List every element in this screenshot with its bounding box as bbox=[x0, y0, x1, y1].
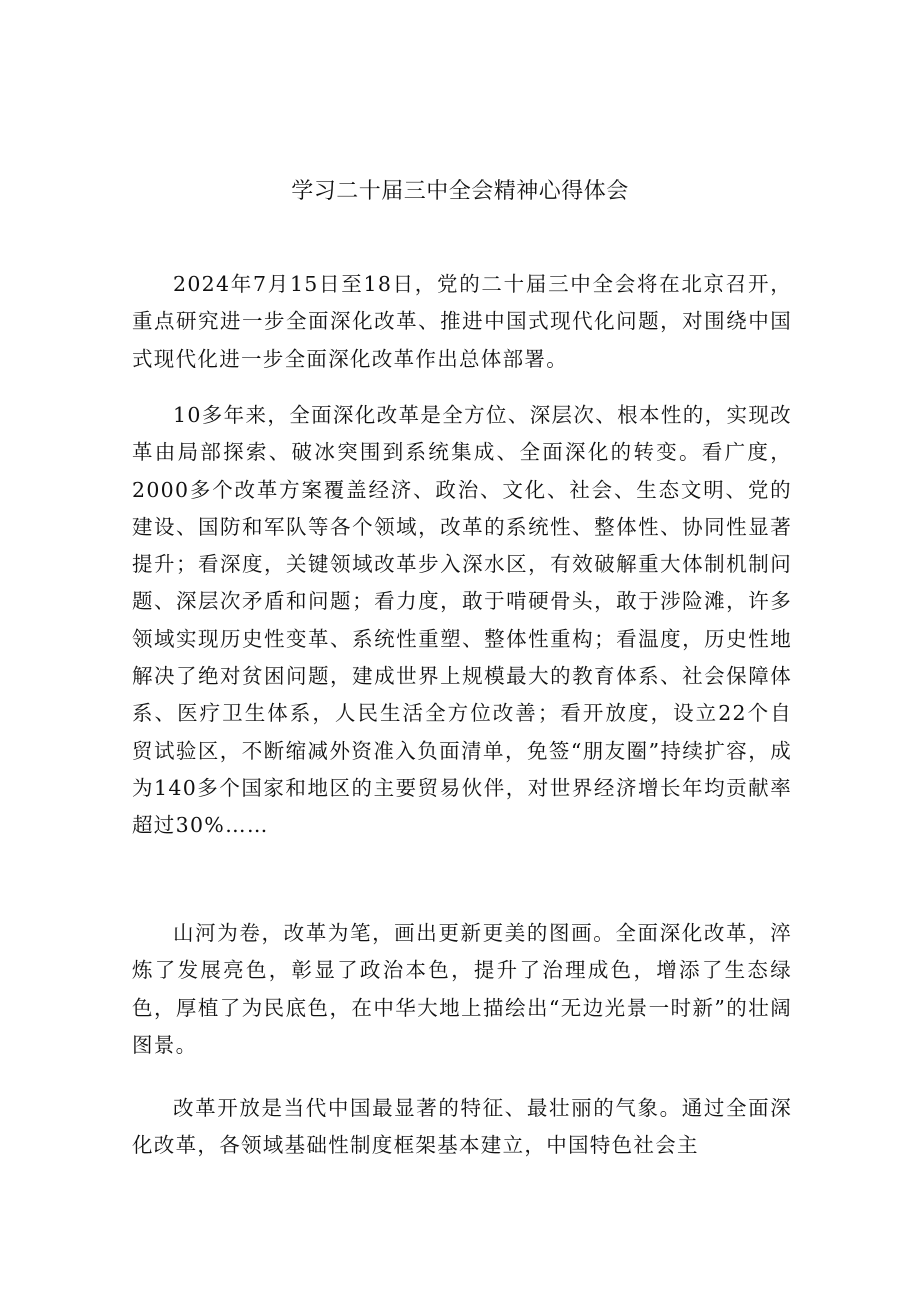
paragraph-4: 改革开放是当代中国最显著的特征、最壮丽的气象。通过全面深化改革，各领域基础性制度框架基本建立，中国特色社会主 bbox=[132, 1096, 792, 1158]
paragraph-1: 2024年7月15日至18日，党的二十届三中全会将在北京召开，重点研究进一步全面深化改革、推进中国式现代化问题，对围绕中国式现代化进一步全面深化改革作出总体部署。 bbox=[132, 272, 792, 371]
document-title: 学习二十届三中全会精神心得体会 bbox=[291, 179, 629, 204]
paragraph-3: 山河为卷，改革为笔，画出更新更美的图画。全面深化改革，淬炼了发展亮色，彰显了政治本色，提升了治理成色，增添了生态绿色，厚植了为民底色，在中华大地上描绘出“无边光景一时新”的壮阔图景。 bbox=[132, 921, 792, 1057]
paragraph-2: 10多年来，全面深化改革是全方位、深层次、根本性的，实现改革由局部探索、破冰突围到系统集成、全面深化的转变。看广度，2000多个改革方案覆盖经济、政治、文化、社会、生态文明、党的建设、国防和军队等各个领域，改革的系统性、整体性、协同性显著提升；看深度，关键领域改革步入深水区，有效破解重大体制机制问题、深层次矛盾和问题；看力度，敢于啃硬骨头，敢于涉险滩，许多领域实现历史性变革、系统性重塑、整体性重构；看温度，历史性地解决了绝对贫困问题，建成世界上规模最大的教育体系、社会保障体系、医疗卫生体系，人民生活全方位改善；看开放度，设立22个自贸试验区，不断缩减外资准入负面清单，免签“朋友圈”持续扩容，成为140多个国家和地区的主要贸易伙伴，对世界经济增长年均贡献率超过30%…… bbox=[132, 403, 792, 838]
